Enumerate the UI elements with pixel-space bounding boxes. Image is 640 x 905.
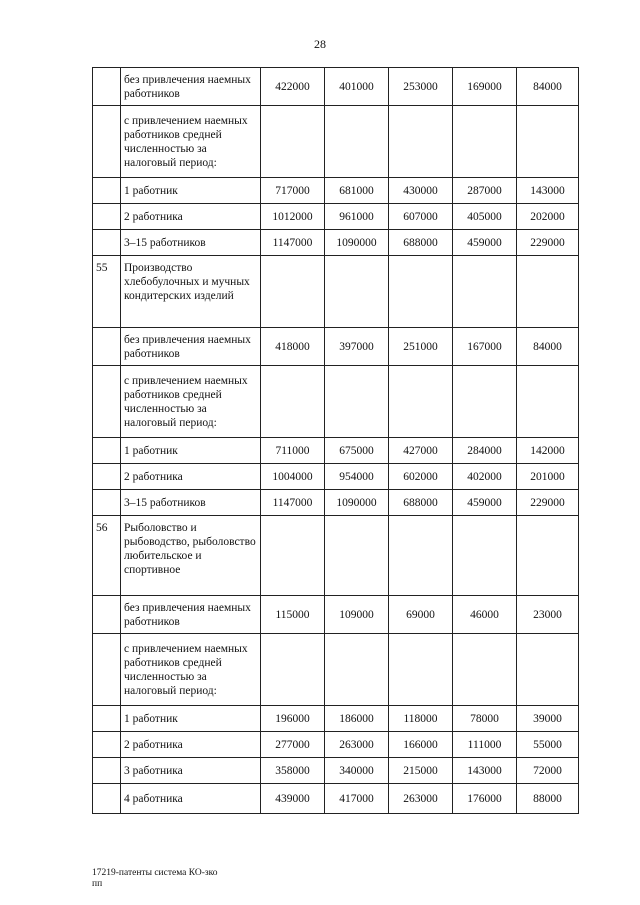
value-cell xyxy=(453,634,517,706)
row-description: без привлечения наемных работников xyxy=(121,328,261,366)
table-row xyxy=(93,230,579,256)
row-number xyxy=(93,204,121,230)
value-cell: 263000 xyxy=(325,732,389,758)
value-cell: 1147000 xyxy=(261,230,325,256)
row-number xyxy=(93,758,121,784)
value-cell: 118000 xyxy=(389,706,453,732)
row-description: Производство хлебобулочных и мучных кондитерских изделий xyxy=(121,256,261,328)
value-cell: 418000 xyxy=(261,328,325,366)
value-cell: 253000 xyxy=(389,68,453,106)
value-cell: 681000 xyxy=(325,178,389,204)
value-cell: 229000 xyxy=(517,490,579,516)
value-cell: 196000 xyxy=(261,706,325,732)
row-number xyxy=(93,438,121,464)
table-row xyxy=(93,178,579,204)
value-cell: 1090000 xyxy=(325,230,389,256)
value-cell: 84000 xyxy=(517,68,579,106)
row-description: 3 работника xyxy=(121,758,261,784)
row-number xyxy=(93,490,121,516)
row-description: 4 работника xyxy=(121,784,261,814)
value-cell: 430000 xyxy=(389,178,453,204)
value-cell: 287000 xyxy=(453,178,517,204)
value-cell xyxy=(517,634,579,706)
value-cell: 277000 xyxy=(261,732,325,758)
value-cell xyxy=(261,256,325,328)
value-cell: 401000 xyxy=(325,68,389,106)
table-row xyxy=(93,516,579,596)
table-row xyxy=(93,706,579,732)
value-cell: 115000 xyxy=(261,596,325,634)
row-number xyxy=(93,366,121,438)
row-number xyxy=(93,68,121,106)
value-cell: 284000 xyxy=(453,438,517,464)
row-description: без привлечения наемных работников xyxy=(121,596,261,634)
value-cell: 169000 xyxy=(453,68,517,106)
row-description: 2 работника xyxy=(121,204,261,230)
row-number xyxy=(93,464,121,490)
value-cell: 143000 xyxy=(517,178,579,204)
value-cell: 427000 xyxy=(389,438,453,464)
row-description: 3–15 работников xyxy=(121,230,261,256)
table-row xyxy=(93,464,579,490)
value-cell: 88000 xyxy=(517,784,579,814)
value-cell xyxy=(389,516,453,596)
footer-line-1: 17219-патенты система КО-зко xyxy=(92,868,218,878)
value-cell: 72000 xyxy=(517,758,579,784)
table-row xyxy=(93,596,579,634)
value-cell: 1004000 xyxy=(261,464,325,490)
row-number xyxy=(93,230,121,256)
page-number: 28 xyxy=(314,37,326,51)
value-cell: 607000 xyxy=(389,204,453,230)
value-cell: 459000 xyxy=(453,490,517,516)
value-cell: 405000 xyxy=(453,204,517,230)
row-description: 1 работник xyxy=(121,706,261,732)
table-row xyxy=(93,490,579,516)
value-cell: 397000 xyxy=(325,328,389,366)
table-row xyxy=(93,256,579,328)
value-cell: 688000 xyxy=(389,230,453,256)
row-description: без привлечения наемных работников xyxy=(121,68,261,106)
value-cell xyxy=(325,256,389,328)
table-row xyxy=(93,438,579,464)
value-cell: 167000 xyxy=(453,328,517,366)
value-cell: 439000 xyxy=(261,784,325,814)
row-number xyxy=(93,106,121,178)
value-cell xyxy=(517,366,579,438)
value-cell xyxy=(453,106,517,178)
value-cell: 186000 xyxy=(325,706,389,732)
row-description: 2 работника xyxy=(121,464,261,490)
value-cell: 961000 xyxy=(325,204,389,230)
table-row xyxy=(93,366,579,438)
row-number xyxy=(93,596,121,634)
row-number xyxy=(93,706,121,732)
row-number: 55 xyxy=(93,256,121,328)
value-cell: 1090000 xyxy=(325,490,389,516)
row-description: 1 работник xyxy=(121,178,261,204)
value-cell: 717000 xyxy=(261,178,325,204)
row-description: с привлечением наемных работников средней численностью за налоговый период: xyxy=(121,366,261,438)
value-cell: 166000 xyxy=(389,732,453,758)
value-cell: 358000 xyxy=(261,758,325,784)
row-description: с привлечением наемных работников средней численностью за налоговый период: xyxy=(121,634,261,706)
value-cell: 251000 xyxy=(389,328,453,366)
table-row xyxy=(93,106,579,178)
value-cell xyxy=(453,366,517,438)
value-cell xyxy=(261,106,325,178)
value-cell: 229000 xyxy=(517,230,579,256)
row-description: 2 работника xyxy=(121,732,261,758)
value-cell: 39000 xyxy=(517,706,579,732)
value-cell: 675000 xyxy=(325,438,389,464)
row-description: Рыболовство и рыбоводство, рыболовство любительское и спортивное xyxy=(121,516,261,596)
row-number xyxy=(93,634,121,706)
value-cell xyxy=(261,516,325,596)
value-cell: 23000 xyxy=(517,596,579,634)
value-cell xyxy=(389,634,453,706)
table-row xyxy=(93,732,579,758)
value-cell xyxy=(325,516,389,596)
table-body xyxy=(93,68,579,814)
value-cell xyxy=(517,256,579,328)
value-cell: 711000 xyxy=(261,438,325,464)
value-cell xyxy=(389,366,453,438)
value-cell xyxy=(389,256,453,328)
value-cell: 459000 xyxy=(453,230,517,256)
row-number xyxy=(93,784,121,814)
value-cell: 78000 xyxy=(453,706,517,732)
value-cell: 602000 xyxy=(389,464,453,490)
value-cell: 143000 xyxy=(453,758,517,784)
value-cell xyxy=(325,366,389,438)
value-cell: 402000 xyxy=(453,464,517,490)
value-cell: 688000 xyxy=(389,490,453,516)
table-row xyxy=(93,328,579,366)
value-cell: 142000 xyxy=(517,438,579,464)
value-cell: 111000 xyxy=(453,732,517,758)
table-row xyxy=(93,204,579,230)
value-cell: 69000 xyxy=(389,596,453,634)
patent-tariff-table xyxy=(92,67,579,814)
value-cell xyxy=(325,634,389,706)
value-cell: 84000 xyxy=(517,328,579,366)
value-cell: 109000 xyxy=(325,596,389,634)
value-cell xyxy=(261,366,325,438)
row-number: 56 xyxy=(93,516,121,596)
value-cell xyxy=(389,106,453,178)
value-cell: 1147000 xyxy=(261,490,325,516)
value-cell xyxy=(517,106,579,178)
value-cell: 215000 xyxy=(389,758,453,784)
value-cell: 176000 xyxy=(453,784,517,814)
table-row xyxy=(93,784,579,814)
value-cell: 422000 xyxy=(261,68,325,106)
row-number xyxy=(93,328,121,366)
value-cell: 1012000 xyxy=(261,204,325,230)
document-footer xyxy=(92,868,218,890)
value-cell xyxy=(517,516,579,596)
value-cell: 46000 xyxy=(453,596,517,634)
table-row xyxy=(93,634,579,706)
table-row xyxy=(93,758,579,784)
row-description: с привлечением наемных работников средней численностью за налоговый период: xyxy=(121,106,261,178)
row-number xyxy=(93,732,121,758)
value-cell xyxy=(453,516,517,596)
value-cell: 417000 xyxy=(325,784,389,814)
row-description: 3–15 работников xyxy=(121,490,261,516)
value-cell: 263000 xyxy=(389,784,453,814)
value-cell: 340000 xyxy=(325,758,389,784)
value-cell: 954000 xyxy=(325,464,389,490)
value-cell: 201000 xyxy=(517,464,579,490)
value-cell xyxy=(261,634,325,706)
value-cell xyxy=(453,256,517,328)
footer-line-2: пп xyxy=(92,879,103,889)
value-cell xyxy=(325,106,389,178)
value-cell: 202000 xyxy=(517,204,579,230)
value-cell: 55000 xyxy=(517,732,579,758)
table-row xyxy=(93,68,579,106)
row-number xyxy=(93,178,121,204)
row-description: 1 работник xyxy=(121,438,261,464)
